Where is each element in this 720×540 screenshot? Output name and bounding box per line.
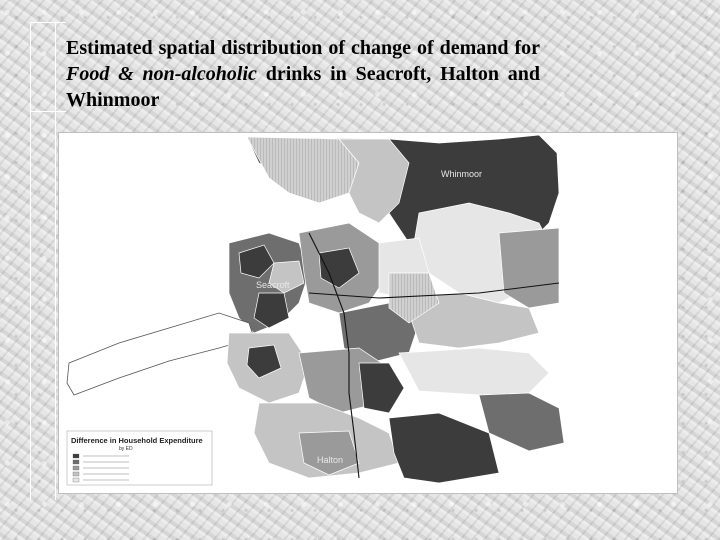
title-part-1: Estimated spatial distribution of change of demand for bbox=[66, 37, 540, 59]
legend-swatch bbox=[73, 466, 79, 470]
region-south-east-light bbox=[399, 348, 549, 395]
region-south-east-dark bbox=[479, 393, 564, 451]
label-seacroft: Seacroft bbox=[256, 280, 290, 290]
title-part-2: drinks in Seacroft, Halton and Whinmoor bbox=[66, 63, 540, 111]
legend-swatch bbox=[73, 478, 79, 482]
legend-swatch bbox=[73, 454, 79, 458]
label-halton: Halton bbox=[317, 455, 344, 465]
legend-swatch bbox=[73, 460, 79, 464]
region-western-arm bbox=[67, 313, 254, 395]
legend-swatch bbox=[73, 472, 79, 476]
choropleth-map bbox=[58, 132, 678, 494]
legend-title: Difference in Household Expenditure bbox=[71, 436, 203, 445]
slide-title bbox=[66, 35, 540, 113]
region-halton-dark-2 bbox=[359, 363, 404, 413]
region-halton-south-dark bbox=[389, 413, 499, 483]
title-italic: Food & non-alcoholic bbox=[66, 63, 257, 85]
region-whinmoor-hatched bbox=[247, 137, 359, 203]
map-legend bbox=[67, 431, 212, 485]
legend-subtitle: by ED bbox=[119, 446, 133, 452]
map-canvas bbox=[59, 133, 677, 493]
label-whinmoor: Whinmoor bbox=[441, 169, 483, 179]
slide-frame-top bbox=[30, 22, 66, 112]
